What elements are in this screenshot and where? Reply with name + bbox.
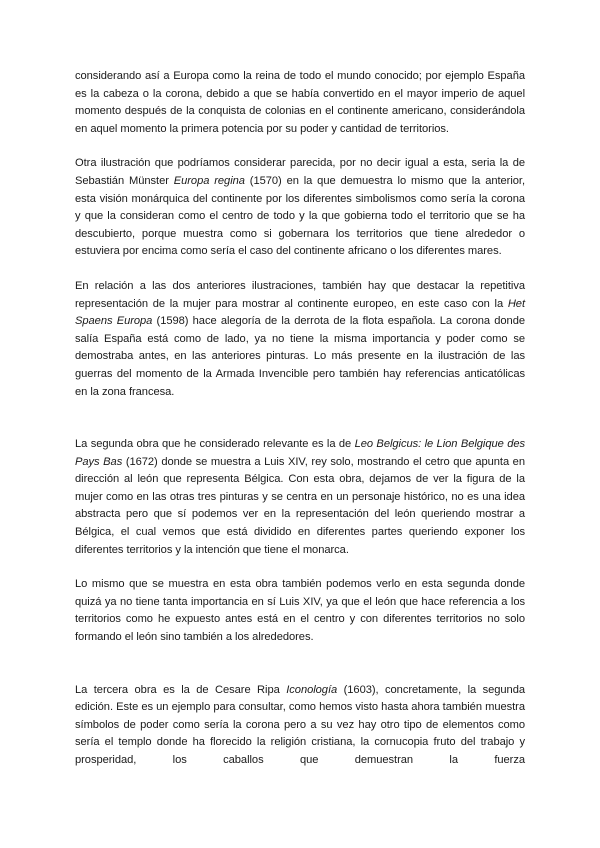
text-run: Otra ilustración que podríamos considerar parecida, por no decir igual a esta, seria la de Sebastián Münster bbox=[75, 157, 525, 187]
artwork-title: Europa regina bbox=[173, 174, 245, 187]
section-gap bbox=[75, 401, 525, 436]
paragraph-europa-regina bbox=[75, 155, 525, 261]
section-gap bbox=[75, 647, 525, 682]
document-page bbox=[75, 68, 525, 770]
paragraph-europe-queen bbox=[75, 68, 525, 138]
paragraph-leo-belgicus bbox=[75, 436, 525, 559]
text-run: Lo mismo que se muestra en esta obra también podemos verlo en esta segunda donde quizá ya no tiene tanta importancia en sí Luis XIV, ya que el león que hace referencia a los territorios como he expuesto antes está en el centro y con diferentes territorios no solo formando el león sino también a los alrededores. bbox=[75, 578, 525, 644]
paragraph-second-work bbox=[75, 576, 525, 646]
artwork-title: Het Spaens Europa bbox=[75, 297, 525, 328]
text-run: La tercera obra es la de Cesare Ripa bbox=[75, 683, 287, 696]
paragraph-gap bbox=[75, 261, 525, 278]
paragraph-het-spaens-europa bbox=[75, 278, 525, 401]
text-run: En relación a las dos anteriores ilustraciones, también hay que destacar la repetitiva representación de la mujer para mostrar al continente europeo, en este caso con la bbox=[75, 279, 525, 310]
paragraph-gap bbox=[75, 559, 525, 576]
paragraph-iconologia bbox=[75, 682, 525, 770]
artwork-title: Leo Belgicus: le Lion Belgique des Pays Bas bbox=[75, 438, 525, 468]
text-run: (1603), concretamente, la segunda edición. Este es un ejemplo para consultar, como hemos visto hasta ahora también muestra símbolos de poder como sería la corona pero a su vez hay otro tipo de elementos como sería el templo donde ha florecido la religión cristiana, la cornucopia fruto del trabajo y prosperidad, los caballos que demuestran la fuerza bbox=[75, 683, 525, 766]
text-run: (1672) donde se muestra a Luis XIV, rey solo, mostrando el cetro que apunta en dirección al león que representa Bélgica. Con esta obra, dejamos de ver la figura de la mujer como en las otras tres pinturas y se centra en un personaje histórico, no es una idea abstracta pero que sí podemos ver en la representación del león queriendo mostrar a Bélgica, el cual vemos que está dividido en diferentes partes queriendo exponer los diferentes territorios y la intención que tiene el monarca. bbox=[75, 455, 525, 556]
text-run: (1570) en la que demuestra lo mismo que la anterior, esta visión monárquica del continente por los diferentes simbolismos como sería la corona y que la consideran como el centro de todo y la que gobierna todo el territorio que se ha descubierto, porque muestra como si gobernara los territorios que tiene alrededor o estuviera por encima como sería el caso del continente africano o los diferentes mares. bbox=[75, 174, 525, 258]
text-run: La segunda obra que he considerado relevante es la de bbox=[75, 438, 355, 451]
paragraph-gap bbox=[75, 138, 525, 155]
text-run: considerando así a Europa como la reina de todo el mundo conocido; por ejemplo España es la cabeza o la corona, debido a que se había convertido en el mayor imperio de aquel momento después de la conquista de colonias en el continente americano, considerándola en aquel momento la primera potencia por su poder y cantidad de territorios. bbox=[75, 70, 525, 135]
artwork-title: Iconología bbox=[286, 683, 338, 696]
text-run: (1598) hace alegoría de la derrota de la flota española. La corona donde salía España está como de lado, ya no tiene la misma importancia y poder como se demostraba antes, en las anteriores pinturas. Lo más presente en la ilustración de las guerras del momento de la Armada Invencible pero también hay referencias anticatólicas en la zona francesa. bbox=[75, 315, 525, 398]
